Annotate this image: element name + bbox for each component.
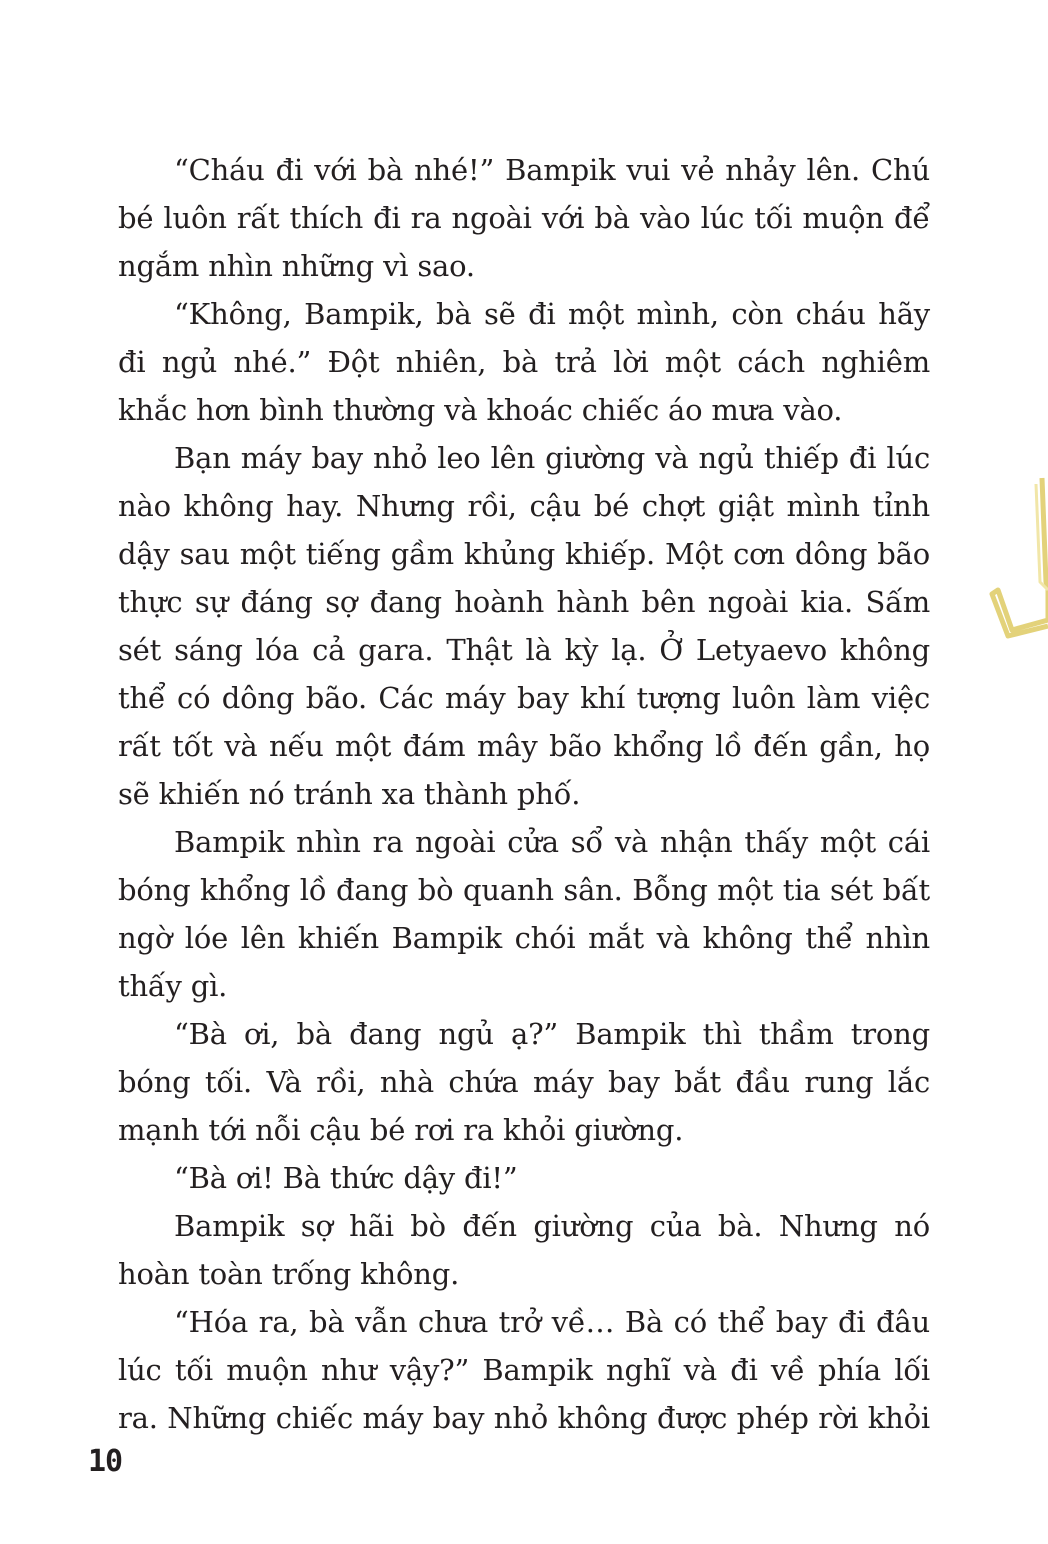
paragraph-4: Bampik nhìn ra ngoài cửa sổ và nhận thấy một cái bóng khổng lồ đang bò quanh sân. Bỗng một tia sét bất ngờ lóe lên khiến Bampik chói mắt và không thể nhìn thấy gì.: [118, 825, 930, 1003]
paragraph-7: Bampik sợ hãi bò đến giường của bà. Nhưng nó hoàn toàn trống không.: [118, 1209, 930, 1291]
paragraph-3: Bạn máy bay nhỏ leo lên giường và ngủ thiếp đi lúc nào không hay. Nhưng rồi, cậu bé chợt giật mình tỉnh dậy sau một tiếng gầm khủng khiếp. Một cơn dông bão thực sự đáng sợ đang hoành hành bên ngoài kia. Sấm sét sáng lóa cả gara. Thật là kỳ lạ. Ở Letyaevo không thể có dông bão. Các máy bay khí tượng luôn làm việc rất tốt và nếu một đám mây bão khổng lồ đến gần, họ sẽ khiến nó tránh xa thành phố.: [118, 441, 930, 811]
lightning-edge-decoration-icon: [988, 470, 1048, 640]
paragraph-5: “Bà ơi, bà đang ngủ ạ?” Bampik thì thầm trong bóng tối. Và rồi, nhà chứa máy bay bắt đầu rung lắc mạnh tới nỗi cậu bé rơi ra khỏi giường.: [118, 1017, 930, 1147]
paragraph-2: “Không, Bampik, bà sẽ đi một mình, còn cháu hãy đi ngủ nhé.” Đột nhiên, bà trả lời một cách nghiêm khắc hơn bình thường và khoác chiếc áo mưa vào.: [118, 297, 930, 427]
story-text: [118, 146, 930, 1442]
paragraph-8: “Hóa ra, bà vẫn chưa trở về… Bà có thể bay đi đâu lúc tối muộn như vậy?” Bampik nghĩ và đi về phía lối ra. Những chiếc máy bay nhỏ không được phép rời khỏi: [118, 1305, 930, 1435]
paragraph-6: “Bà ơi! Bà thức dậy đi!”: [174, 1161, 518, 1195]
paragraph-1: “Cháu đi với bà nhé!” Bampik vui vẻ nhảy lên. Chú bé luôn rất thích đi ra ngoài với bà vào lúc tối muộn để ngắm nhìn những vì sao.: [118, 153, 930, 283]
page-number: 10: [88, 1444, 123, 1479]
